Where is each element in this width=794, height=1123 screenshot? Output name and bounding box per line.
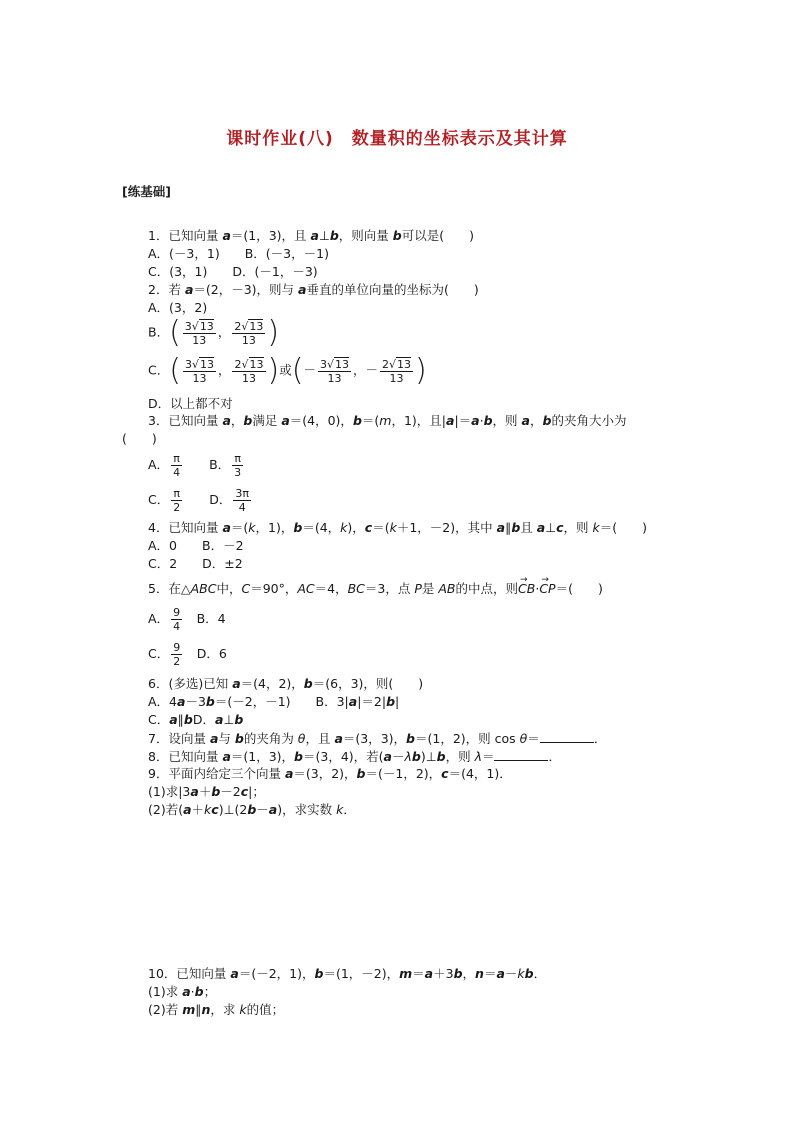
question-5-options-ab: A． $\frac{9}{4}$ B．4	[148, 606, 226, 633]
question-9-part-2: (2)若(a＋kc)⊥(2b－a)，求实数 k．	[148, 802, 356, 817]
question-4-options-ab: A．0 B．－2	[148, 538, 244, 553]
question-9-stem: 9．平面内给定三个向量 a＝(3，2)，b＝(－1，2)，c＝(4，1)．	[148, 766, 512, 781]
question-1-options-ab: A．(－3，1) B．(－3，－1)	[148, 246, 329, 261]
question-8-stem: 8．已知向量 a＝(1，3)，b＝(3，4)，若(a－λb)⊥b，则 λ＝ ．	[148, 749, 561, 764]
answer-blank-7[interactable]	[540, 730, 594, 743]
page-title: 课时作业(八) 数量积的坐标表示及其计算	[226, 129, 568, 149]
question-5-stem: 5．在△ABC中，C＝90°，AC＝4，BC＝3，点 P是 AB的中点，则→ CB·→ CP＝( )	[148, 581, 603, 597]
question-2-option-c: C．( $\frac{3√13}{13}$ ， $\frac{2√13}{13}$ )或(－ $\frac{3√13}{13}$ ，－ $\frac{2√13}{13}$ )	[148, 353, 427, 388]
question-4-options-cd: C．2 D．±2	[148, 556, 243, 571]
answer-blank-8[interactable]	[494, 748, 548, 761]
section-heading: [练基础]	[122, 184, 171, 199]
question-2-option-b: B．( $\frac{3√13}{13}$ ， $\frac{2√13}{13}$ )	[148, 315, 280, 350]
question-2-option-d: D．以上都不对	[148, 396, 233, 411]
question-6-stem: 6．(多选)已知 a＝(4，2)，b＝(6，3)，则( )	[148, 676, 424, 691]
question-5-options-cd: C． $\frac{9}{2}$ D．6	[148, 641, 227, 668]
question-2-option-a: A．(3，2)	[148, 300, 208, 315]
question-10-part-1: (1)求 a·b；	[148, 984, 217, 999]
question-10-part-2: (2)若 m∥n，求 k的值；	[148, 1002, 285, 1017]
question-3-options-ab: A． $\frac{\pi}{4}$ B． $\frac{\pi}{3}$	[148, 452, 242, 479]
question-4-stem: 4．已知向量 a＝(k，1)，b＝(4，k)，c＝(k＋1，－2)，其中 a∥b且 a⊥c，则 k＝( )	[148, 520, 647, 535]
question-6-options-cd: C．a∥bD．a⊥b	[148, 712, 244, 727]
question-3-stem: 3．已知向量 a，b满足 a＝(4，0)，b＝(m，1)，且|a|＝a·b，则 a，b的夹角大小为	[148, 413, 627, 428]
question-1-options-cd: C．(3，1) D．(－1，－3)	[148, 264, 318, 279]
question-10-stem: 10．已知向量 a＝(－2，1)，b＝(1，－2)，m＝a＋3b，n＝a－kb．	[148, 966, 547, 981]
question-9-part-1: (1)求|3a＋b－2c|；	[148, 784, 265, 799]
question-3-stem-cont: ( )	[122, 431, 157, 446]
question-6-options-ab: A．4a－3b＝(－2，－1) B．3|a|＝2|b|	[148, 694, 400, 709]
question-2-stem: 2．若 a＝(2，－3)，则与 a垂直的单位向量的坐标为( )	[148, 282, 479, 297]
question-7-stem: 7．设向量 a与 b的夹角为 θ，且 a＝(3，3)，b＝(1，2)，则 cos θ＝ ．	[148, 731, 607, 746]
question-1-stem: 1．已知向量 a＝(1，3)，且 a⊥b，则向量 b可以是( )	[148, 228, 474, 243]
question-3-options-cd: C． $\frac{\pi}{2}$ D． $\frac{3\pi}{4}$	[148, 487, 250, 514]
